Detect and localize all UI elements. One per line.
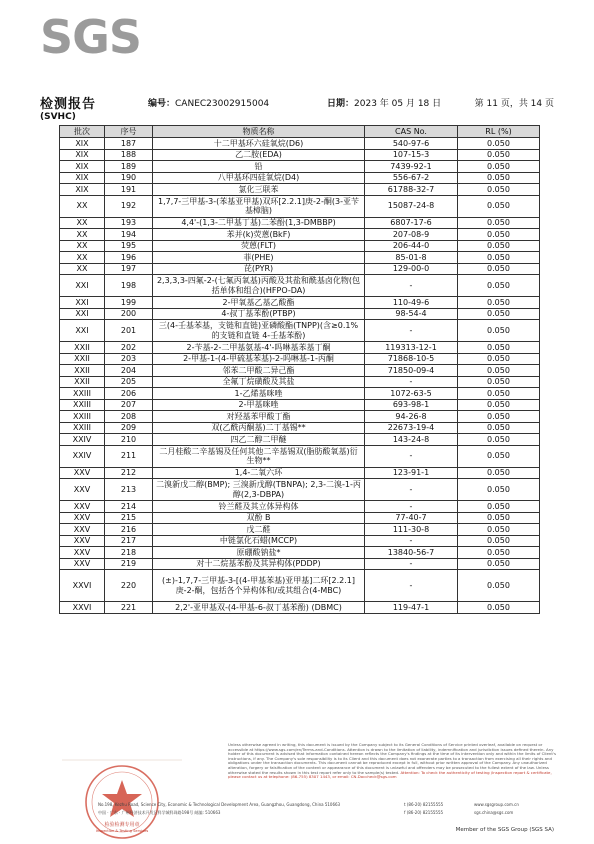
batch-cell: XX xyxy=(60,217,105,229)
number-cell: 221 xyxy=(105,602,153,614)
number-cell: 208 xyxy=(105,411,153,423)
rl-cell: 0.050 xyxy=(458,434,540,446)
number-cell: 212 xyxy=(105,467,153,479)
authenticity-notice: Attention: To check the authenticity of testing /inspection report & certificate, please contact us at telephone: (86-755) 8307 1443, or email: CN.Doccheck@sgs.com xyxy=(228,769,552,780)
batch-cell: XXI xyxy=(60,275,105,297)
number-cell: 196 xyxy=(105,252,153,264)
cas-cell: 110-49-6 xyxy=(365,297,458,309)
batch-cell: XIX xyxy=(60,149,105,161)
stamp-cn-label: 检验检测专用章 xyxy=(104,822,140,828)
batch-cell: XXV xyxy=(60,479,105,501)
batch-cell: XIX xyxy=(60,184,105,196)
batch-cell: XXV xyxy=(60,501,105,513)
batch-cell: XIX xyxy=(60,161,105,173)
table-row xyxy=(60,570,540,602)
rl-cell: 0.050 xyxy=(458,535,540,547)
rl-cell: 0.050 xyxy=(458,602,540,614)
report-header xyxy=(40,95,554,112)
cas-cell: 77-40-7 xyxy=(365,512,458,524)
substance-name-cell: 1-乙烯基咪唑 xyxy=(153,388,365,400)
number-cell: 189 xyxy=(105,161,153,173)
substance-name-cell: 芘(PYR) xyxy=(153,263,365,275)
substance-name-cell: 2-甲氧基乙基乙酸酯 xyxy=(153,297,365,309)
member-of-sgs: Member of the SGS Group (SGS SA) xyxy=(455,827,554,833)
substance-name-cell: 四乙二醇二甲醚 xyxy=(153,434,365,446)
rl-cell: 0.050 xyxy=(458,422,540,434)
table-row xyxy=(60,297,540,309)
rl-cell: 0.050 xyxy=(458,399,540,411)
table-row xyxy=(60,308,540,320)
substance-name-cell: 中链氯化石蜡(MCCP) xyxy=(153,535,365,547)
cas-cell: 22673-19-4 xyxy=(365,422,458,434)
cas-cell: - xyxy=(365,558,458,570)
table-row xyxy=(60,467,540,479)
table-row xyxy=(60,229,540,241)
substance-name-cell: 4-叔丁基苯酚(PTBP) xyxy=(153,308,365,320)
batch-cell: XXV xyxy=(60,535,105,547)
cas-cell: 85-01-8 xyxy=(365,252,458,264)
inspection-stamp xyxy=(62,752,182,844)
table-row xyxy=(60,479,540,501)
number-cell: 217 xyxy=(105,535,153,547)
substance-name-cell: 氯化三联苯 xyxy=(153,184,365,196)
col-header-rl: RL (%) xyxy=(458,126,540,138)
address-cn: 中国 · 广东 · 广州经济技术开发区科学城科珠路198号 邮编: 510663 xyxy=(98,810,221,815)
number-cell: 195 xyxy=(105,240,153,252)
col-header-number: 序号 xyxy=(105,126,153,138)
report-date-label: 日期： xyxy=(327,99,355,109)
number-cell: 198 xyxy=(105,275,153,297)
rl-cell: 0.050 xyxy=(458,445,540,467)
cas-cell: 143-24-8 xyxy=(365,434,458,446)
rl-cell: 0.050 xyxy=(458,365,540,377)
cas-cell: 206-44-0 xyxy=(365,240,458,252)
footer-phone xyxy=(404,801,443,817)
substance-name-cell: (±)-1,7,7-三甲基-3-[(4-甲基苯基)亚甲基]二环[2.2.1]庚-2-酮，包括各个异构体和/或其组合(4-MBC) xyxy=(153,570,365,602)
website-link[interactable]: www.sgsgroup.com.cn xyxy=(474,802,519,807)
table-row xyxy=(60,161,540,173)
batch-cell: XXII xyxy=(60,376,105,388)
number-cell: 187 xyxy=(105,138,153,150)
rl-cell: 0.050 xyxy=(458,342,540,354)
number-cell: 193 xyxy=(105,217,153,229)
rl-cell: 0.050 xyxy=(458,320,540,342)
rl-cell: 0.050 xyxy=(458,195,540,217)
substance-name-cell: 对十二烷基苯酚及其异构体(PDDP) xyxy=(153,558,365,570)
number-cell: 211 xyxy=(105,445,153,467)
cas-cell: 123-91-1 xyxy=(365,467,458,479)
table-row xyxy=(60,388,540,400)
table-row xyxy=(60,558,540,570)
col-header-substance: 物质名称 xyxy=(153,126,365,138)
cas-cell: 111-30-8 xyxy=(365,524,458,536)
table-row xyxy=(60,501,540,513)
number-cell: 192 xyxy=(105,195,153,217)
substance-table xyxy=(59,125,540,614)
number-cell: 214 xyxy=(105,501,153,513)
cas-cell: 107-15-3 xyxy=(365,149,458,161)
cas-cell: - xyxy=(365,320,458,342)
cas-cell: 1072-63-5 xyxy=(365,388,458,400)
batch-cell: XX xyxy=(60,229,105,241)
rl-cell: 0.050 xyxy=(458,558,540,570)
rl-cell: 0.050 xyxy=(458,388,540,400)
report-date-value: 2023 年 05 月 18 日 xyxy=(354,99,442,109)
substance-name-cell: 2,3,3,3-四氟-2-(七氟丙氧基)丙酸及其盐和酰基卤化物(包括单体和组合)(HFPO-DA) xyxy=(153,275,365,297)
batch-cell: XXI xyxy=(60,320,105,342)
table-row xyxy=(60,422,540,434)
substance-name-cell: 1,7,7-三甲基-3-(苯基亚甲基)双环[2.2.1]庚-2-酮(3-亚苄基樟脑) xyxy=(153,195,365,217)
table-row xyxy=(60,275,540,297)
cas-cell: 94-26-8 xyxy=(365,411,458,423)
substance-name-cell: 双酚 B xyxy=(153,512,365,524)
rl-cell: 0.050 xyxy=(458,161,540,173)
rl-cell: 0.050 xyxy=(458,479,540,501)
rl-cell: 0.050 xyxy=(458,184,540,196)
report-subtitle: (SVHC) xyxy=(40,112,76,122)
number-cell: 204 xyxy=(105,365,153,377)
fax: f (86-20) 82155555 xyxy=(404,810,444,815)
report-number-label: 编号： xyxy=(148,99,176,109)
table-row xyxy=(60,376,540,388)
report-number xyxy=(148,96,269,109)
cas-cell: 693-98-1 xyxy=(365,399,458,411)
number-cell: 203 xyxy=(105,353,153,365)
cas-cell: - xyxy=(365,376,458,388)
substance-name-cell: 全氟丁烷磺酸及其盐 xyxy=(153,376,365,388)
number-cell: 194 xyxy=(105,229,153,241)
disclaimer-text: Unless otherwise agreed in writing, this document is issued by the Company subject to its General Conditions of Service printed overleaf, available on request or accessible at https://www.sgs.com/en/Terms-and-Conditions. Attention is drawn to the limitation of liability, indemnification and jurisdiction issues defined therein. Any holder of this document is advised that information contained hereon reflects the Company's findings at the time of its intervention only and within the limits of Client's instructions, if any. The Company's sole responsibility is to its Client and this document does not exonerate parties to a transaction from exercising all their rights and obligations under the transaction documents. This document cannot be reproduced except in full, without prior written approval of the Company. Any unauthorized alteration, forgery or falsification of the content or appearance of this document is unlawful and offenders may be prosecuted to the fullest extent of the law. Unless otherwise stated the results shown in this test report refer only to the sample(s) tested. xyxy=(228,742,556,775)
substance-name-cell: 荧蒽(FLT) xyxy=(153,240,365,252)
substance-name-cell: 1,4-二氧六环 xyxy=(153,467,365,479)
telephone: t (86-20) 82155555 xyxy=(404,802,444,807)
table-row xyxy=(60,399,540,411)
table-row xyxy=(60,512,540,524)
batch-cell: XXIII xyxy=(60,388,105,400)
number-cell: 202 xyxy=(105,342,153,354)
cas-cell: - xyxy=(365,570,458,602)
cas-cell: 98-54-4 xyxy=(365,308,458,320)
cas-cell: 540-97-6 xyxy=(365,138,458,150)
report-date xyxy=(327,96,441,109)
batch-cell: XXV xyxy=(60,524,105,536)
rl-cell: 0.050 xyxy=(458,229,540,241)
cas-cell: - xyxy=(365,275,458,297)
rl-cell: 0.050 xyxy=(458,240,540,252)
batch-cell: XIX xyxy=(60,172,105,184)
batch-cell: XXV xyxy=(60,467,105,479)
substance-name-cell: 八甲基环四硅氧烷(D4) xyxy=(153,172,365,184)
sgs-logo: SGS xyxy=(40,10,142,64)
rl-cell: 0.050 xyxy=(458,308,540,320)
cas-cell: - xyxy=(365,535,458,547)
substance-name-cell: 乙二胺(EDA) xyxy=(153,149,365,161)
footer-web xyxy=(474,801,519,817)
table-header-row xyxy=(60,126,540,138)
rl-cell: 0.050 xyxy=(458,297,540,309)
footer-disclaimer xyxy=(228,743,560,780)
batch-cell: XXIII xyxy=(60,399,105,411)
batch-cell: XXVI xyxy=(60,570,105,602)
table-row xyxy=(60,602,540,614)
batch-cell: XXVI xyxy=(60,602,105,614)
cas-cell: 71850-09-4 xyxy=(365,365,458,377)
substance-name-cell: 2-苄基-2-二甲基氨基-4'-吗啉基苯基丁酮 xyxy=(153,342,365,354)
batch-cell: XX xyxy=(60,252,105,264)
report-title: 检测报告 xyxy=(40,97,97,112)
substance-name-cell: 2-甲基咪唑 xyxy=(153,399,365,411)
number-cell: 216 xyxy=(105,524,153,536)
substance-name-cell: 铃兰醛及其立体异构体 xyxy=(153,501,365,513)
rl-cell: 0.050 xyxy=(458,353,540,365)
rl-cell: 0.050 xyxy=(458,512,540,524)
rl-cell: 0.050 xyxy=(458,275,540,297)
cas-cell: 119313-12-1 xyxy=(365,342,458,354)
batch-cell: XXI xyxy=(60,297,105,309)
substance-name-cell: 对羟基苯甲酸丁酯 xyxy=(153,411,365,423)
batch-cell: XXII xyxy=(60,342,105,354)
rl-cell: 0.050 xyxy=(458,172,540,184)
cas-cell: 6807-17-6 xyxy=(365,217,458,229)
table-row xyxy=(60,524,540,536)
batch-cell: XXIV xyxy=(60,445,105,467)
table-row xyxy=(60,240,540,252)
number-cell: 219 xyxy=(105,558,153,570)
substance-name-cell: 邻苯二甲酸二异己酯 xyxy=(153,365,365,377)
batch-cell: XXIV xyxy=(60,434,105,446)
table-row xyxy=(60,149,540,161)
cas-cell: 15087-24-8 xyxy=(365,195,458,217)
table-row xyxy=(60,547,540,559)
table-row xyxy=(60,365,540,377)
number-cell: 200 xyxy=(105,308,153,320)
batch-cell: XX xyxy=(60,240,105,252)
batch-cell: XXV xyxy=(60,512,105,524)
number-cell: 201 xyxy=(105,320,153,342)
cas-cell: 71868-10-5 xyxy=(365,353,458,365)
substance-name-cell: 2-甲基-1-(4-甲硫基苯基)-2-吗啉基-1-丙酮 xyxy=(153,353,365,365)
table-row xyxy=(60,184,540,196)
number-cell: 207 xyxy=(105,399,153,411)
table-row xyxy=(60,320,540,342)
batch-cell: XXI xyxy=(60,308,105,320)
substance-name-cell: 苯并(k)荧蒽(BkF) xyxy=(153,229,365,241)
substance-name-cell: 戊二醛 xyxy=(153,524,365,536)
table-row xyxy=(60,263,540,275)
cas-cell: 129-00-0 xyxy=(365,263,458,275)
cas-cell: 119-47-1 xyxy=(365,602,458,614)
cas-cell: - xyxy=(365,445,458,467)
substance-name-cell: 三(4-壬基苯基，支链和直链)亚磷酸酯(TNPP)(含≥0.1%的支链和直链 4-壬基苯酚) xyxy=(153,320,365,342)
report-number-value: CANEC23002915004 xyxy=(175,99,270,109)
number-cell: 215 xyxy=(105,512,153,524)
cas-cell: - xyxy=(365,479,458,501)
rl-cell: 0.050 xyxy=(458,149,540,161)
rl-cell: 0.050 xyxy=(458,138,540,150)
substance-name-cell: 2,2'-亚甲基双-(4-甲基-6-叔丁基苯酚) (DBMC) xyxy=(153,602,365,614)
col-header-cas: CAS No. xyxy=(365,126,458,138)
rl-cell: 0.050 xyxy=(458,376,540,388)
number-cell: 191 xyxy=(105,184,153,196)
footer-address xyxy=(98,801,340,817)
substance-name-cell: 双(乙酰丙酮基)二丁基锡** xyxy=(153,422,365,434)
col-header-batch: 批次 xyxy=(60,126,105,138)
batch-cell: XXV xyxy=(60,547,105,559)
table-row xyxy=(60,172,540,184)
cas-cell: 61788-32-7 xyxy=(365,184,458,196)
rl-cell: 0.050 xyxy=(458,217,540,229)
table-row xyxy=(60,411,540,423)
rl-cell: 0.050 xyxy=(458,570,540,602)
rl-cell: 0.050 xyxy=(458,547,540,559)
address-en: No.198, Kezhu Road, Science City, Economic & Technological Development Area, Guangzhou, Guangdong, China 510663 xyxy=(98,802,341,807)
batch-cell: XX xyxy=(60,195,105,217)
table-body xyxy=(60,138,540,614)
number-cell: 213 xyxy=(105,479,153,501)
table-row xyxy=(60,445,540,467)
substance-name-cell: 菲(PHE) xyxy=(153,252,365,264)
number-cell: 188 xyxy=(105,149,153,161)
number-cell: 205 xyxy=(105,376,153,388)
number-cell: 209 xyxy=(105,422,153,434)
rl-cell: 0.050 xyxy=(458,524,540,536)
table-row xyxy=(60,342,540,354)
number-cell: 206 xyxy=(105,388,153,400)
number-cell: 199 xyxy=(105,297,153,309)
rl-cell: 0.050 xyxy=(458,411,540,423)
table-row xyxy=(60,195,540,217)
batch-cell: XXIII xyxy=(60,422,105,434)
batch-cell: XXII xyxy=(60,365,105,377)
cas-cell: 13840-56-7 xyxy=(365,547,458,559)
table-row xyxy=(60,217,540,229)
table-row xyxy=(60,434,540,446)
batch-cell: XXIII xyxy=(60,411,105,423)
batch-cell: XX xyxy=(60,263,105,275)
table-row xyxy=(60,353,540,365)
cas-cell: 556-67-2 xyxy=(365,172,458,184)
substance-name-cell: 二月桂酸二辛基锡及任何其他二辛基锡双(脂肪酸氧基)衍生物** xyxy=(153,445,365,467)
rl-cell: 0.050 xyxy=(458,501,540,513)
batch-cell: XXV xyxy=(60,558,105,570)
rl-cell: 0.050 xyxy=(458,263,540,275)
substance-name-cell: 二溴新戊二醇(BMP); 三溴新戊醇(TBNPA); 2,3-二溴-1-丙醇(2,3-DBPA) xyxy=(153,479,365,501)
substance-name-cell: 4,4'-(1,3-二甲基丁基)二苯酚(1,3-DMBBP) xyxy=(153,217,365,229)
number-cell: 190 xyxy=(105,172,153,184)
rl-cell: 0.050 xyxy=(458,252,540,264)
number-cell: 220 xyxy=(105,570,153,602)
cas-cell: 7439-92-1 xyxy=(365,161,458,173)
batch-cell: XIX xyxy=(60,138,105,150)
number-cell: 218 xyxy=(105,547,153,559)
email-link[interactable]: sgs.china@sgs.com xyxy=(474,810,514,815)
table-row xyxy=(60,252,540,264)
cas-cell: 207-08-9 xyxy=(365,229,458,241)
substance-name-cell: 十二甲基环六硅氧烷(D6) xyxy=(153,138,365,150)
page-number: 第 11 页，共 14 页 xyxy=(474,99,554,109)
cas-cell: - xyxy=(365,501,458,513)
rl-cell: 0.050 xyxy=(458,467,540,479)
table-row xyxy=(60,535,540,547)
substance-name-cell: 原硼酸钠盐* xyxy=(153,547,365,559)
substance-name-cell: 铅 xyxy=(153,161,365,173)
table-row xyxy=(60,138,540,150)
number-cell: 197 xyxy=(105,263,153,275)
stamp-en-label: Inspection & Testing Services xyxy=(95,829,149,833)
number-cell: 210 xyxy=(105,434,153,446)
batch-cell: XXII xyxy=(60,353,105,365)
